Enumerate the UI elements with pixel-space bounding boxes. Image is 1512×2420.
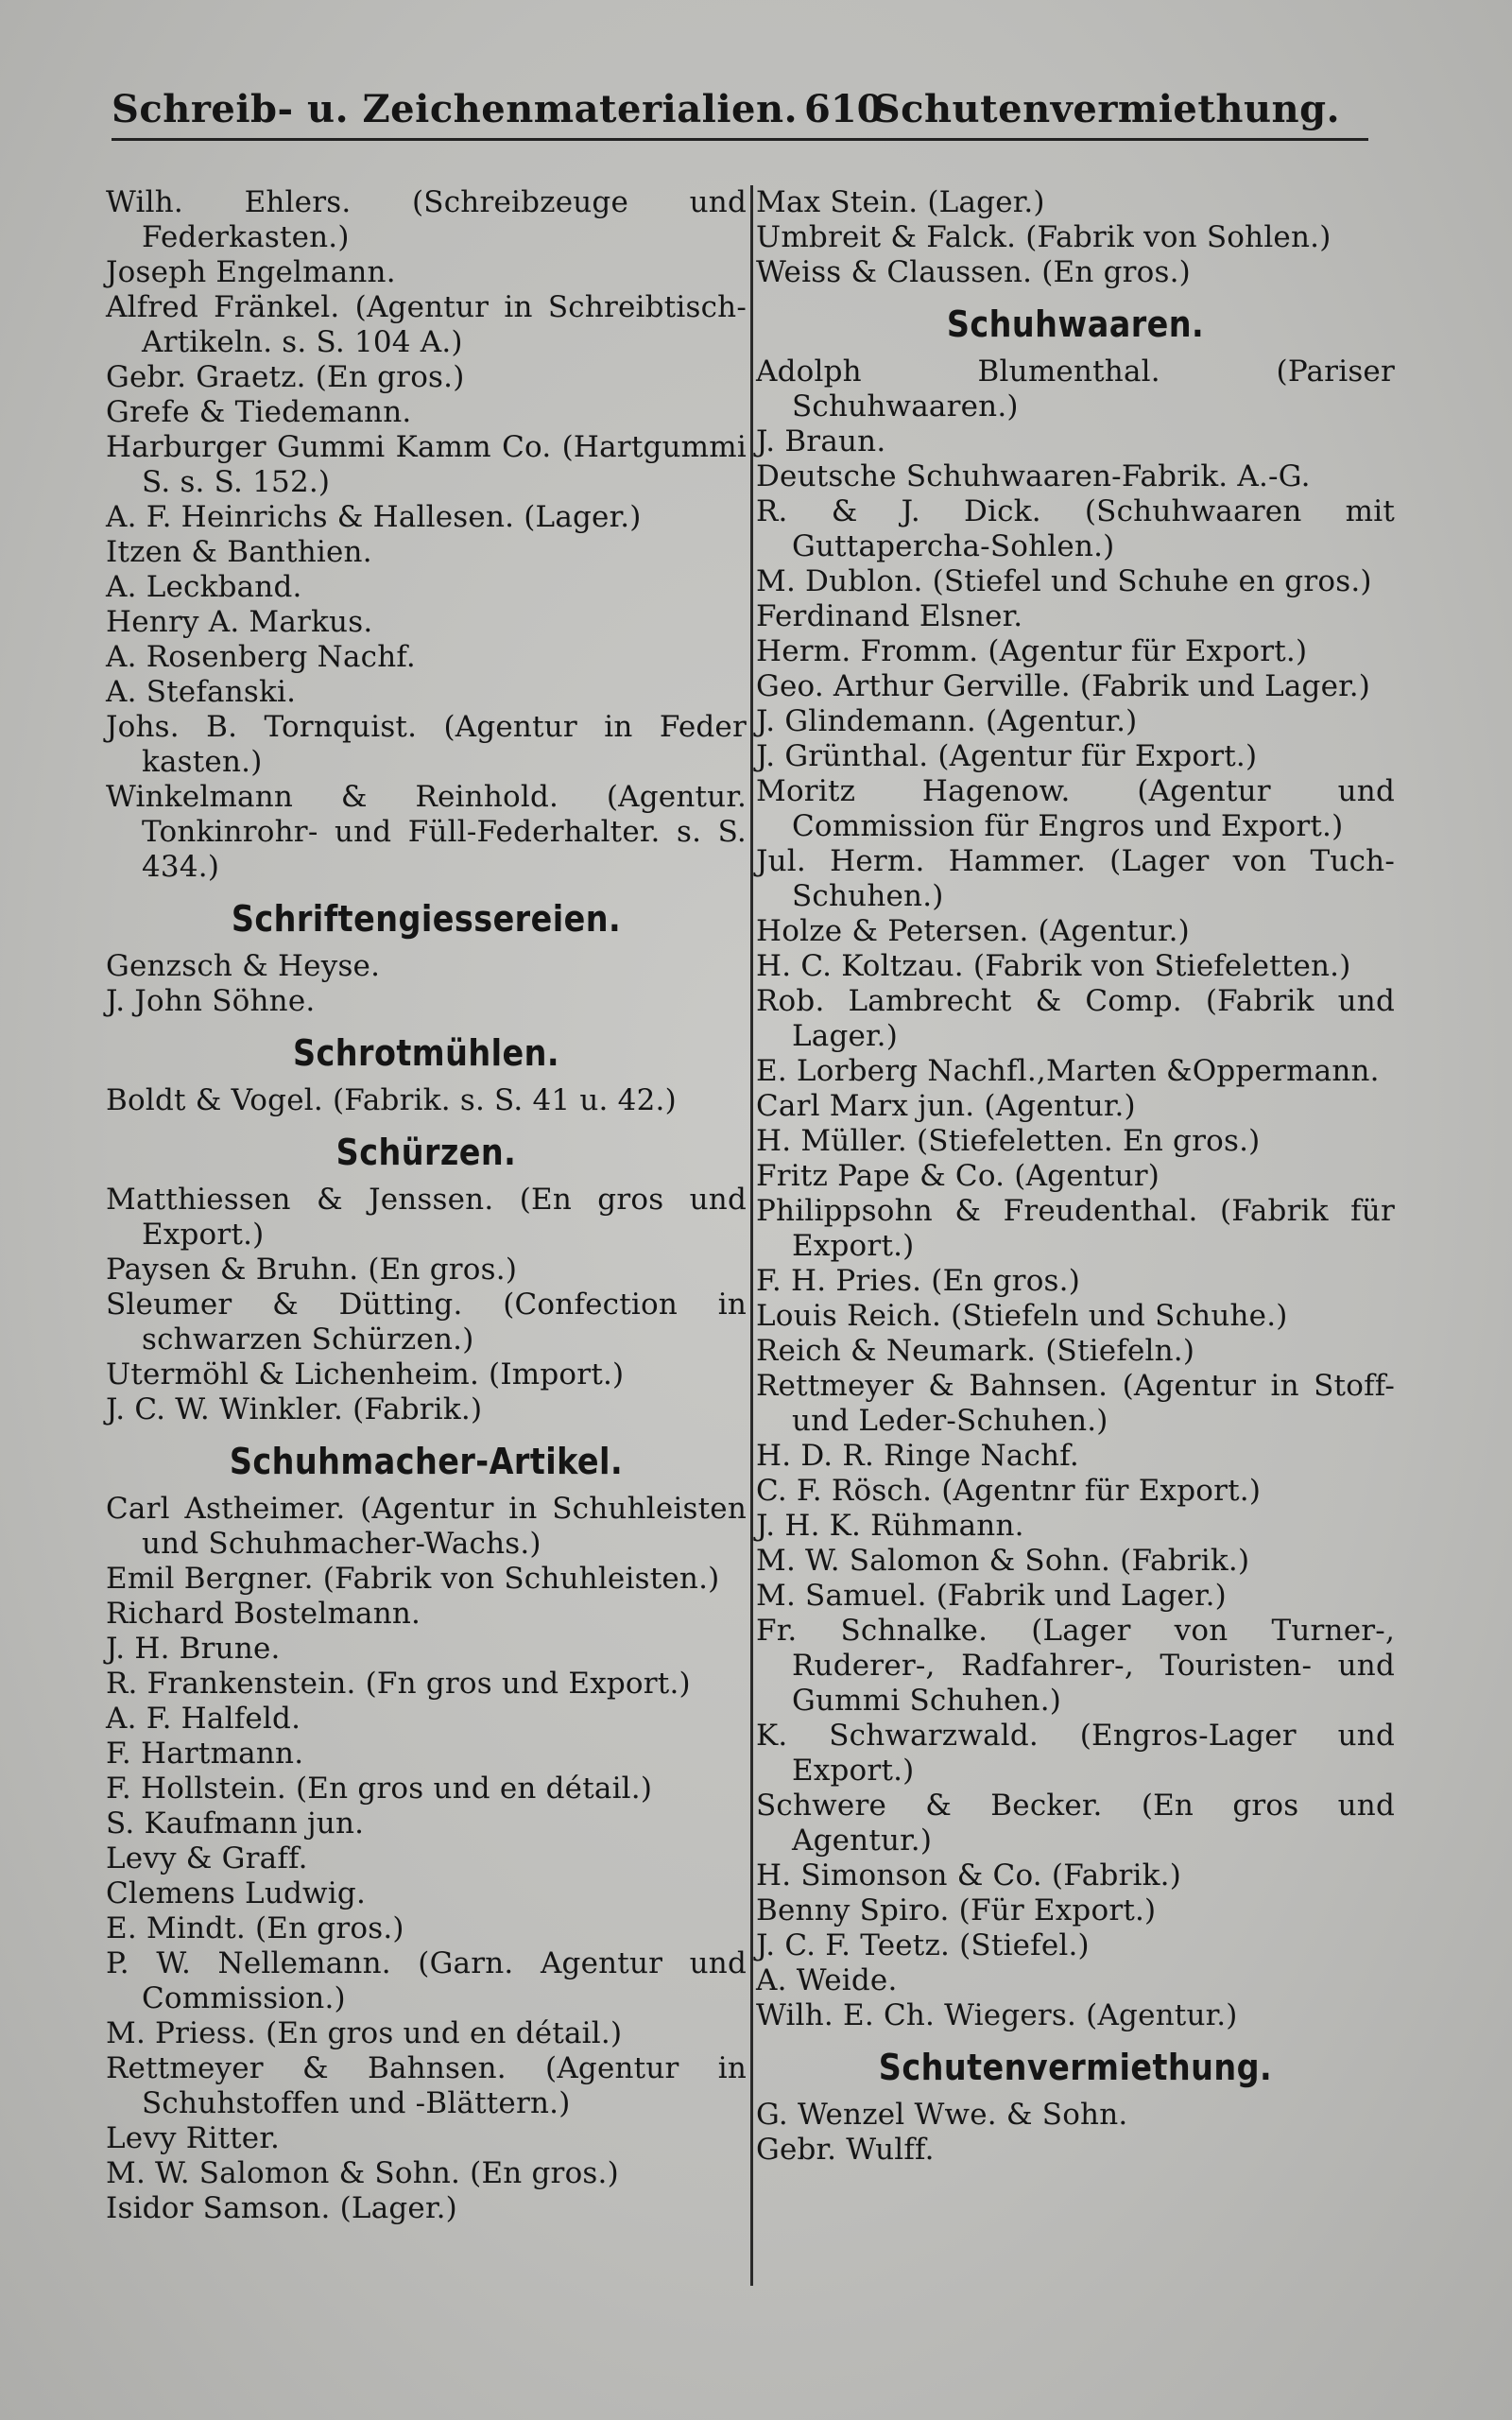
directory-entry: Clemens Ludwig. bbox=[106, 1876, 366, 1910]
directory-entry: H. Simonson & Co. (Fabrik.) bbox=[756, 1858, 1181, 1893]
section-heading: Schürzen. bbox=[335, 1132, 517, 1173]
directory-entry: Deutsche Schuhwaaren-Fabrik. A.-G. bbox=[756, 459, 1311, 493]
directory-entry: Weiss & Claussen. (En gros.) bbox=[756, 255, 1191, 289]
directory-entry: Genzsch & Heyse. bbox=[106, 949, 381, 983]
directory-entry: E. Lorberg Nachfl.,Marten &Oppermann. bbox=[756, 1054, 1380, 1088]
entry-list bbox=[106, 1492, 747, 2226]
directory-entry: Levy & Graff. bbox=[106, 1841, 308, 1876]
directory-entry: Louis Reich. (Stiefeln und Schuhe.) bbox=[756, 1299, 1288, 1333]
directory-entry: Max Stein. (Lager.) bbox=[756, 185, 1045, 219]
entry-list bbox=[106, 185, 747, 885]
directory-entry: Utermöhl & Lichenheim. (Import.) bbox=[106, 1357, 625, 1392]
directory-entry: J. C. F. Teetz. (Stiefel.) bbox=[756, 1928, 1090, 1962]
directory-entry: M. W. Salomon & Sohn. (En gros.) bbox=[106, 2156, 619, 2190]
directory-entry: Rettmeyer & Bahnsen. (Agentur in Stoff- und Leder-Schuhen.) bbox=[756, 1369, 1395, 1438]
header-left-title: Schreib- u. Zeichenmaterialien. bbox=[112, 87, 798, 131]
directory-entry: Levy Ritter. bbox=[106, 2121, 280, 2155]
header-rule bbox=[112, 138, 1368, 141]
entry-list bbox=[106, 1183, 747, 1427]
directory-entry: M. Samuel. (Fabrik und Lager.) bbox=[756, 1579, 1227, 1613]
directory-entry: A. Weide. bbox=[756, 1963, 898, 1997]
directory-entry: Adolph Blumenthal. (Pariser Schuhwaaren.) bbox=[756, 354, 1395, 424]
directory-entry: Herm. Fromm. (Agentur für Export.) bbox=[756, 634, 1308, 668]
section-heading: Schrotmühlen. bbox=[292, 1032, 559, 1074]
directory-entry: J. John Söhne. bbox=[106, 984, 316, 1018]
page-header bbox=[112, 87, 1368, 136]
section-heading: Schutenvermiethung. bbox=[878, 2047, 1273, 2088]
column-divider bbox=[750, 185, 753, 2286]
directory-entry: M. Dublon. (Stiefel und Schuhe en gros.) bbox=[756, 564, 1372, 598]
directory-entry: A. Stefanski. bbox=[106, 675, 297, 709]
directory-entry: Boldt & Vogel. (Fabrik. s. S. 41 u. 42.) bbox=[106, 1083, 677, 1117]
directory-entry: Johs. B. Tornquist. (Agentur in Feder kasten.) bbox=[106, 710, 747, 779]
right-column bbox=[756, 185, 1395, 2168]
directory-entry: R. & J. Dick. (Schuhwaaren mit Guttapercha-Sohlen.) bbox=[756, 494, 1395, 563]
directory-entry: H. Müller. (Stiefeletten. En gros.) bbox=[756, 1124, 1261, 1158]
entry-list bbox=[756, 354, 1395, 2033]
directory-entry: H. C. Koltzau. (Fabrik von Stiefeletten.) bbox=[756, 949, 1351, 983]
header-right-title: Schutenvermiethung. bbox=[872, 87, 1340, 131]
directory-entry: Schwere & Becker. (En gros und Agentur.) bbox=[756, 1789, 1395, 1858]
section-heading: Schuhwaaren. bbox=[946, 303, 1205, 345]
directory-entry: A. Leckband. bbox=[106, 570, 302, 604]
directory-entry: Carl Astheimer. (Agentur in Schuhleisten und Schuhmacher-Wachs.) bbox=[106, 1492, 747, 1561]
directory-entry: Matthiessen & Jenssen. (En gros und Export.) bbox=[106, 1183, 747, 1252]
entry-list bbox=[756, 185, 1395, 290]
left-column bbox=[106, 185, 747, 2226]
directory-entry: S. Kaufmann jun. bbox=[106, 1806, 365, 1841]
directory-entry: Geo. Arthur Gerville. (Fabrik und Lager.) bbox=[756, 669, 1371, 703]
directory-entry: Gebr. Wulff. bbox=[756, 2133, 935, 2167]
directory-entry: Reich & Neumark. (Stiefeln.) bbox=[756, 1334, 1195, 1368]
directory-entry: Itzen & Banthien. bbox=[106, 535, 372, 569]
directory-entry: Henry A. Markus. bbox=[106, 605, 373, 639]
directory-entry: Harburger Gummi Kamm Co. (Hartgummi S. s. S. 152.) bbox=[106, 430, 747, 499]
directory-entry: Holze & Petersen. (Agentur.) bbox=[756, 914, 1190, 948]
directory-entry: J. H. K. Rühmann. bbox=[756, 1509, 1024, 1543]
directory-entry: C. F. Rösch. (Agentnr für Export.) bbox=[756, 1474, 1262, 1508]
directory-entry: A. F. Heinrichs & Hallesen. (Lager.) bbox=[106, 500, 642, 534]
entry-list bbox=[106, 949, 747, 1019]
directory-entry: Richard Bostelmann. bbox=[106, 1597, 421, 1631]
section-heading: Schuhmacher-Artikel. bbox=[229, 1441, 624, 1482]
directory-entry: Rettmeyer & Bahnsen. (Agentur in Schuhstoffen und -Blättern.) bbox=[106, 2051, 747, 2120]
directory-entry: Moritz Hagenow. (Agentur und Commission für Engros und Export.) bbox=[756, 774, 1395, 843]
directory-entry: H. D. R. Ringe Nachf. bbox=[756, 1439, 1079, 1473]
directory-entry: Carl Marx jun. (Agentur.) bbox=[756, 1089, 1136, 1123]
directory-entry: E. Mindt. (En gros.) bbox=[106, 1911, 404, 1945]
directory-entry: Isidor Samson. (Lager.) bbox=[106, 2191, 457, 2225]
directory-entry: R. Frankenstein. (Fn gros und Export.) bbox=[106, 1667, 691, 1701]
directory-entry: F. H. Pries. (En gros.) bbox=[756, 1264, 1081, 1298]
directory-entry: Emil Bergner. (Fabrik von Schuhleisten.) bbox=[106, 1562, 720, 1596]
entry-list bbox=[106, 1083, 747, 1118]
directory-entry: J. H. Brune. bbox=[106, 1632, 281, 1666]
directory-entry: Alfred Fränkel. (Agentur in Schreibtisch-Artikeln. s. S. 104 A.) bbox=[106, 290, 747, 359]
directory-entry: Sleumer & Dütting. (Confection in schwarzen Schürzen.) bbox=[106, 1288, 747, 1357]
directory-entry: P. W. Nellemann. (Garn. Agentur und Commission.) bbox=[106, 1946, 747, 2015]
directory-entry: Jul. Herm. Hammer. (Lager von Tuch-Schuhen.) bbox=[756, 844, 1395, 913]
directory-entry: Wilh. Ehlers. (Schreibzeuge und Federkasten.) bbox=[106, 185, 747, 254]
directory-entry: J. Grünthal. (Agentur für Export.) bbox=[756, 739, 1258, 773]
directory-entry: F. Hartmann. bbox=[106, 1737, 304, 1771]
directory-entry: Joseph Engelmann. bbox=[106, 255, 396, 289]
directory-entry: Umbreit & Falck. (Fabrik von Sohlen.) bbox=[756, 220, 1332, 254]
directory-entry: Fr. Schnalke. (Lager von Turner-, Ruderer-, Radfahrer-, Touristen- und Gummi Schuhen.) bbox=[756, 1614, 1395, 1718]
directory-entry: Wilh. E. Ch. Wiegers. (Agentur.) bbox=[756, 1998, 1238, 2032]
directory-entry: M. W. Salomon & Sohn. (Fabrik.) bbox=[756, 1544, 1250, 1578]
directory-entry: Paysen & Bruhn. (En gros.) bbox=[106, 1253, 518, 1287]
directory-entry: J. Glindemann. (Agentur.) bbox=[756, 704, 1138, 738]
directory-entry: Winkelmann & Reinhold. (Agentur. Tonkinrohr- und Füll-Federhalter. s. S. 434.) bbox=[106, 780, 747, 884]
directory-entry: Ferdinand Elsner. bbox=[756, 599, 1023, 633]
entry-list bbox=[756, 2098, 1395, 2168]
directory-entry: A. Rosenberg Nachf. bbox=[106, 640, 416, 674]
directory-entry: J. C. W. Winkler. (Fabrik.) bbox=[106, 1392, 483, 1426]
directory-entry: J. Braun. bbox=[756, 424, 886, 458]
directory-entry: A. F. Halfeld. bbox=[106, 1702, 301, 1736]
directory-entry: Gebr. Graetz. (En gros.) bbox=[106, 360, 465, 394]
directory-entry: F. Hollstein. (En gros und en détail.) bbox=[106, 1772, 653, 1806]
directory-entry: Rob. Lambrecht & Comp. (Fabrik und Lager.) bbox=[756, 984, 1395, 1053]
directory-entry: Fritz Pape & Co. (Agentur) bbox=[756, 1159, 1160, 1193]
directory-entry: G. Wenzel Wwe. & Sohn. bbox=[756, 2098, 1128, 2132]
directory-entry: K. Schwarzwald. (Engros-Lager und Export.) bbox=[756, 1719, 1395, 1788]
directory-entry: Grefe & Tiedemann. bbox=[106, 395, 412, 429]
page-number: 610 bbox=[804, 87, 884, 131]
section-heading: Schriftengiessereien. bbox=[231, 898, 622, 940]
directory-entry: M. Priess. (En gros und en détail.) bbox=[106, 2016, 623, 2050]
directory-entry: Benny Spiro. (Für Export.) bbox=[756, 1893, 1157, 1927]
directory-entry: Philippsohn & Freudenthal. (Fabrik für Export.) bbox=[756, 1194, 1395, 1263]
